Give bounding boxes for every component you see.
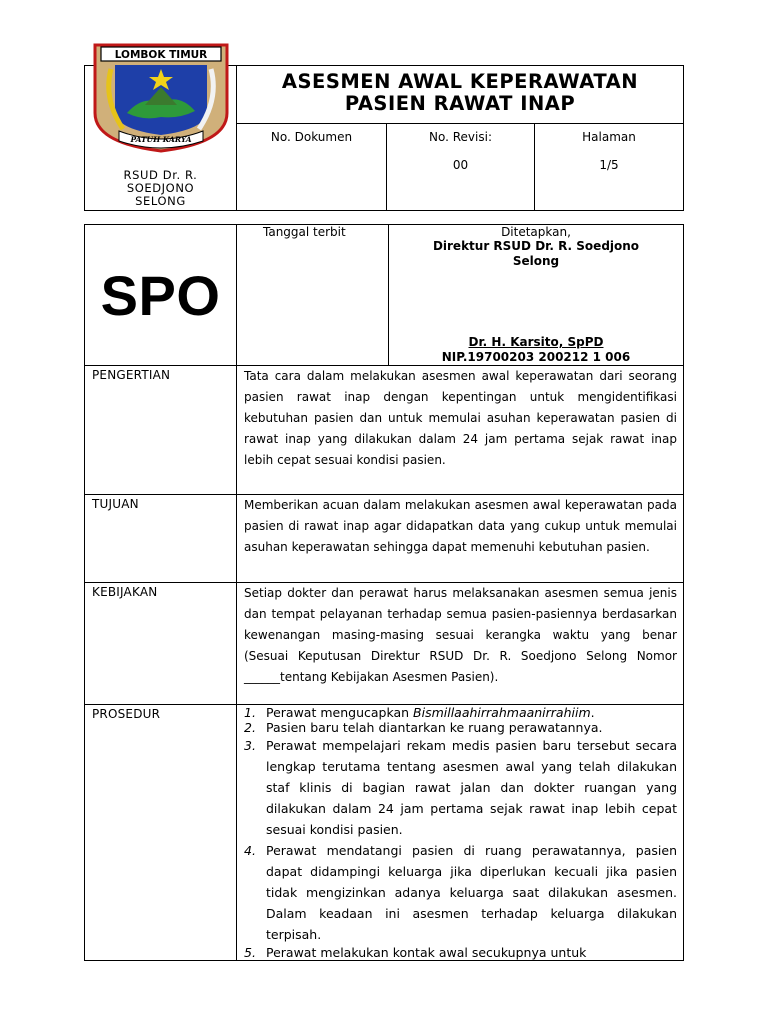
kebijakan-content: [237, 583, 684, 705]
logo-cell: [85, 49, 237, 211]
no-revisi-label: No. Revisi:: [429, 130, 492, 144]
step-number: 4.: [244, 843, 256, 858]
spo-cell: [85, 225, 237, 366]
prosedur-content: [237, 705, 684, 961]
signer-name: Dr. H. Karsito, SpPD: [468, 335, 604, 349]
prosedur-step-3: [244, 735, 677, 840]
approval-cell: [389, 225, 684, 366]
step-number: 5.: [244, 945, 256, 960]
tujuan-label: TUJUAN: [92, 497, 139, 511]
halaman-value: 1/5: [599, 158, 619, 172]
direktur-line-2: Selong: [512, 254, 560, 268]
tanggal-terbit-cell: [237, 225, 389, 366]
ditetapkan-label: Ditetapkan,: [501, 225, 571, 239]
signer-nip: NIP.19700203 200212 1 006: [441, 350, 631, 364]
hospital-name-line-1: RSUD Dr. R.: [123, 168, 198, 182]
prosedur-step-4: [244, 840, 677, 945]
step-number: 3.: [244, 738, 256, 753]
prosedur-step-1: [244, 705, 677, 720]
hospital-name-line-2: SOEDJONO: [126, 181, 195, 195]
document-title-line-2: PASIEN RAWAT INAP: [344, 92, 576, 115]
kebijakan-label: KEBIJAKAN: [92, 585, 158, 599]
tujuan-content: [237, 495, 684, 583]
step-text: Perawat mendatangi pasien di ruang perawatannya, pasien dapat didampingi keluarga jika diperlukan kecuali jika pasien tidak mengizinkan adanya keluarga saat dilakukan asesmen. Dalam keadaan ini asesmen terhadap keluarga dilakukan terpisah.: [266, 843, 677, 942]
spo-body: [84, 224, 684, 961]
document-title-line-1: ASESMEN AWAL KEPERAWATAN: [281, 70, 639, 93]
document-title: [237, 66, 684, 124]
step-number: 1.: [244, 705, 256, 720]
prosedur-label: PROSEDUR: [92, 707, 161, 721]
prosedur-step-2: [244, 720, 677, 735]
no-dokumen-label: No. Dokumen: [270, 130, 353, 144]
logo-banner-text: LOMBOK TIMUR: [114, 49, 208, 61]
tanggal-terbit-label: Tanggal terbit: [263, 225, 346, 239]
hospital-name-line-3: SELONG: [135, 194, 186, 208]
kebijakan-text: Setiap dokter dan perawat harus melaksanakan asesmen semua jenis dan tempat pelayanan terhadap semua pasien-pasiennya berdasarkan kewenangan masing-masing sesuai kerangka waktu yang benar (Sesuai Keputusan Direktur RSUD Dr. R. Soedjono Selong Nomor ______tentang Kebijakan Asesmen Pasien).: [244, 586, 677, 684]
logo-motto-text: PATUH KARYA: [130, 135, 192, 144]
pengertian-label-cell: [85, 366, 237, 495]
step-text: Perawat mengucapkan: [266, 705, 414, 720]
step-text: Pasien baru telah diantarkan ke ruang perawatannya.: [266, 720, 603, 735]
step-text: Perawat mempelajari rekam medis pasien baru tersebut secara lengkap terutama tentang asesmen awal yang telah dilakukan staf klinis di bagian rawat jalan dan dokter ruangan yang dilakukan dalam 24 jam pertama sejak rawat inap lebih cepat sesuai kondisi pasien.: [266, 738, 677, 837]
tujuan-text: Memberikan acuan dalam melakukan asesmen awal keperawatan pada pasien di rawat inap agar didapatkan data yang cukup untuk memulai asuhan keperawatan sehingga dapat memenuhi kebutuhan pasien.: [244, 498, 677, 554]
prosedur-step-5: [244, 945, 677, 960]
halaman-label: Halaman: [582, 130, 636, 144]
no-revisi-cell: [387, 124, 535, 211]
kebijakan-label-cell: [85, 583, 237, 705]
step-suffix: .: [590, 705, 595, 720]
hospital-name: [85, 169, 236, 208]
prosedur-label-cell: [85, 705, 237, 961]
direktur-line-1: Direktur RSUD Dr. R. Soedjono: [432, 239, 640, 253]
spo-label: SPO: [100, 263, 221, 327]
step-text: Perawat melakukan kontak awal secukupnya untuk: [266, 945, 587, 960]
no-revisi-value: 00: [452, 158, 469, 172]
pengertian-label: PENGERTIAN: [92, 368, 171, 382]
signer-block: [389, 335, 683, 365]
no-dokumen-cell: [237, 124, 387, 211]
halaman-cell: [535, 124, 684, 211]
step-number: 2.: [244, 720, 256, 735]
pengertian-content: [237, 366, 684, 495]
pengertian-text: Tata cara dalam melakukan asesmen awal keperawatan dari seorang pasien rawat inap dengan kepentingan untuk mengidentifikasi kebutuhan pasien dan untuk memulai asuhan keperawatan pasien di rawat inap yang dilakukan dalam 24 jam pertama sejak rawat inap lebih cepat sesuai kondisi pasien.: [244, 369, 677, 467]
lombok-timur-emblem: [93, 43, 229, 153]
tujuan-label-cell: [85, 495, 237, 583]
document-header: [84, 49, 684, 211]
prosedur-steps: [244, 705, 677, 960]
step-italic-text: Bismillaahirrahmaanirrahiim: [413, 705, 591, 720]
